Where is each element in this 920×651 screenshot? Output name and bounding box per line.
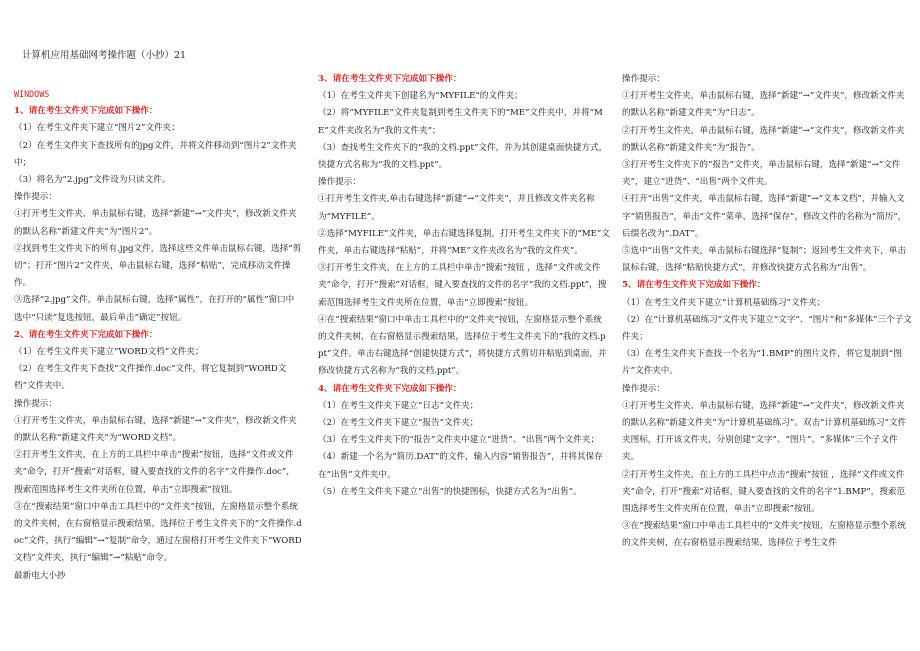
column-1 bbox=[14, 86, 302, 585]
column-2 bbox=[318, 71, 610, 501]
paragraph: （1）在考生文件夹下建立“WORD文档”文件夹； bbox=[14, 347, 204, 358]
section-label: WINDOWS bbox=[14, 89, 50, 99]
paragraph: ②打开考生文件夹，单击鼠标右键，选择“新建”→“文件夹”，修改新文件夹的默认名称“新建文件夹”为“报告”。 bbox=[622, 125, 905, 153]
paragraph: ③选择“2.jpg”文件，单击鼠标右键，选择“属性”，在打开的“属性”窗口中选中“只读”复选按钮，最后单击“确定”按钮。 bbox=[14, 295, 295, 323]
paragraph: ①打开考生文件夹，单击鼠标右键，选择“新建”→“文件夹”，修改新文件夹的默认名称“新建文件夹”为“图片2”。 bbox=[14, 209, 297, 237]
paragraph: （5）在考生文件夹下建立“出售”的快捷图标，快捷方式名为“出售”。 bbox=[318, 486, 582, 497]
paragraph: 操作提示： bbox=[622, 74, 665, 84]
paragraph: ④打开“出售”文件夹，单击鼠标右键，选择“新建”→“文本文档”，并输入文字“销售报告”，单击“文件”菜单，选择“保存”，修改文件的名称为“简历”，后缀名改为“.DAT”。 bbox=[622, 194, 907, 239]
paragraph: ①打开考生文件夹，单击鼠标右键，选择“新建”→“文件夹”，修改新文件夹的默认名称“新建文件夹”为“日志”。 bbox=[622, 91, 905, 119]
section-heading: 3、请在考生文件夹下完成如下操作： bbox=[318, 74, 462, 84]
paragraph: ②打开考生文件夹，在上方的工具栏中点击“搜索”按钮 ，选择“文件或文件夹”命令，打开“搜索”对话框，键入要查找的文件的名字“1.BMP”，搜索范围选择考生文件夹所在位置，单击“立即搜索”按钮。 bbox=[622, 469, 906, 515]
paragraph: （2）将“MYFILE”文件夹复制到考生文件夹下的“ME”文件夹中，并将“ME”文件夹改名为“我的文件夹”； bbox=[318, 108, 603, 136]
paragraph: 操作提示： bbox=[622, 383, 665, 394]
section-heading: 5、请在考生文件夹下完成如下操作： bbox=[622, 280, 766, 291]
paragraph: （3）将名为“2.jpg”文件设为只读文件。 bbox=[14, 175, 171, 186]
paragraph: ③打开考生文件夹下的“报告”文件夹，单击鼠标右键，选择“新建”→“文件夹”，建立“进货”、“出售”两个文件夹。 bbox=[622, 160, 901, 188]
paragraph: （1）在考生文件夹下建立“图片2”文件夹； bbox=[14, 123, 180, 134]
paragraph: ①打开考生文件夹，单击鼠标右键，选择“新建”→“文件夹”，修改新文件夹的默认名称“新建文件夹”为“WORD文档”。 bbox=[14, 415, 297, 444]
paragraph: （1）在考生文件夹下建立“计算机基础练习”文件夹； bbox=[622, 297, 826, 308]
paragraph: ②选择“MYFILE”文件夹，单击右键选择复制，打开考生文件夹下的“ME”文件夹，单击右键选择“粘贴”，并将“ME”文件夹改名为“我的文件夹”。 bbox=[318, 228, 610, 257]
paragraph: （4）新建一个名为“简历.DAT”的文件，输入内容“销售报告”，并将其保存在“出售”文件夹中。 bbox=[318, 452, 603, 480]
paragraph: ①打开考生文件夹,单击右键选择“新建”→“文件夹”，并且修改文件夹名称为“MYFILE”。 bbox=[318, 194, 595, 222]
paragraph: ②打开考生文件夹，在上方的工具栏中单击“搜索”按钮，选择“文件或文件夹”命令，打开“搜索”对话框，键入要查找的文件的名字“文件操作.doc”，搜索范围选择考生文件夹所在位置，单击“立即搜索”按钮。 bbox=[14, 450, 295, 495]
paragraph: 操作提示： bbox=[14, 192, 57, 203]
paragraph: ③在“搜索结果”窗口中单击工具栏中的“文件夹”按钮，左窗格显示整个系统的文件夹树，在右窗格显示搜索结果，选择位于考生文件夹下的“文件操作.doc”文件，执行“编辑”→“复制”命令，通过左窗格打开考生文件夹下“WORD文档”文件夹，执行“编辑”→“粘贴”命令。 bbox=[14, 501, 302, 564]
paragraph: ③在“搜索结果”窗口中单击工具栏中的“文件夹”按钮，左窗格显示整个系统的文件夹树，在右窗格显示搜索结果，选择位于考生文件 bbox=[622, 521, 906, 549]
section-heading: 2、请在考生文件夹下完成如下操作： bbox=[14, 329, 158, 340]
paragraph: （3）查找考生文件夹下的“我的文档.ppt”文件，并为其创建桌面快捷方式，快捷方式名称为“我的文档.ppt”。 bbox=[318, 142, 608, 171]
paragraph: （2）在考生文件夹下查找“文件操作.doc”文件，将它复制到“WORD文档”文件夹中。 bbox=[14, 364, 287, 392]
paragraph: ②找到考生文件夹下的所有.jpg文件，选择这些文件单击鼠标右键，选择“剪切”；打开“图片2”文件夹，单击鼠标右键，选择“粘贴”，完成移动文件操作。 bbox=[14, 243, 302, 289]
paragraph: 最新电大小抄 bbox=[14, 570, 66, 581]
paragraph: （1）在考生文件夹下建立“日志”文件夹； bbox=[318, 400, 479, 411]
column-3 bbox=[622, 71, 912, 553]
paragraph: （2）在考生文件夹下建立“报告”文件夹； bbox=[318, 418, 479, 429]
paragraph: ③打开考生文件夹，在上方的工具栏中单击“搜索”按钮 ，选择“文件或文件夹”命令，打开“搜索”对话框，键入要查找的文件的名字“我的文档.ppt”，搜索范围选择考生文件夹所在位置，单击“立即搜索”按钮。 bbox=[318, 263, 607, 308]
document-title: 计算机应用基础网考操作题（小抄）21 bbox=[22, 50, 187, 61]
paragraph: （3）在考生文件夹下查找一个名为“1.BMP”的图片文件，将它复制到“图片”文件夹中。 bbox=[622, 349, 902, 377]
paragraph: ①打开考生文件夹，单击鼠标右键，选择“新建”→“文件夹”，修改新文件夹的默认名称“新建文件夹”为“计算机基础练习”。双击“计算机基础练习”文件夹图标，打开该文件夹，分别创建“文字”、“图片”、“多媒体”三个子文件夹。 bbox=[622, 400, 907, 463]
paragraph: （3）在考生文件夹下的“报告”文件夹中建立“进货”、“出售”两个文件夹； bbox=[318, 435, 600, 446]
paragraph: ⑤选中“出售”文件夹，单击鼠标右键选择“复制”；返回考生文件夹下，单击鼠标右键，选择“粘贴快捷方式”，并修改快捷方式名称为“出售”。 bbox=[622, 246, 906, 274]
section-heading: 4、请在考生文件夹下完成如下操作： bbox=[318, 383, 462, 394]
paragraph: （2）在“计算机基础练习”文件夹下建立“文字”、“图片”和“多媒体”三个子文件夹； bbox=[622, 314, 912, 343]
paragraph: ④在“搜索结果”窗口中单击工具栏中的“文件夹”按钮，左窗格显示整个系统的文件夹树，在右窗格显示搜索结果，选择位于考生文件夹下的“我的文档.ppt”文件。单击右键选择“创建快捷方式”，将快捷方式剪切并粘贴到桌面，并修改快捷方式名称为“我的文档.ppt”。 bbox=[318, 314, 607, 377]
section-heading: 1、请在考生文件夹下完成如下操作： bbox=[14, 106, 158, 117]
paragraph: （1）在考生文件夹下创建名为“MYFILE”的文件夹； bbox=[318, 91, 523, 102]
paragraph: 操作提示： bbox=[318, 177, 361, 188]
paragraph: 操作提示： bbox=[14, 398, 57, 409]
paragraph: （2）在考生文件夹下查找所有的jpg文件，并将文件移动到“图片2”文件夹中； bbox=[14, 140, 297, 168]
